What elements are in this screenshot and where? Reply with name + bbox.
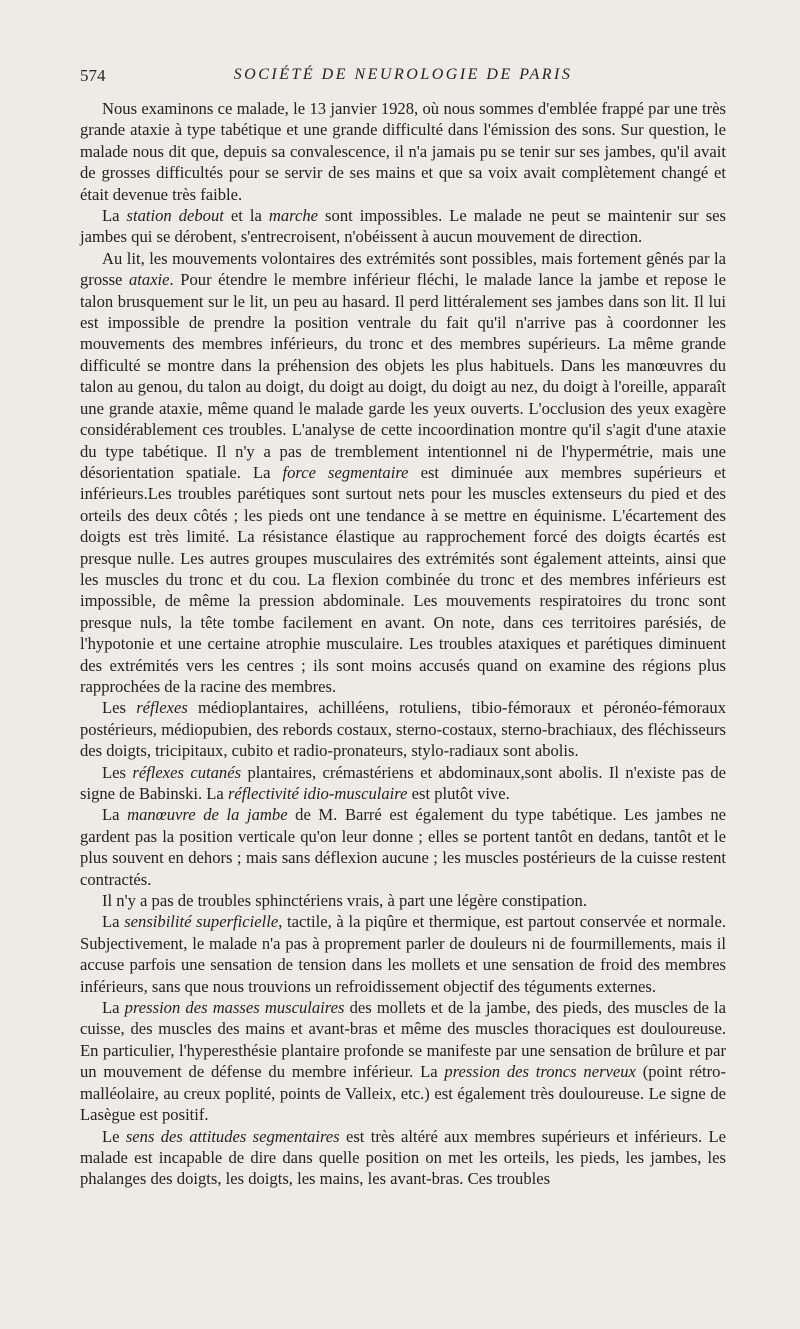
text-run: Nous examinons ce malade, le 13 janvier 1928, où nous sommes d'emblée frappé par une très grande ataxie à type tabétique et une grande difficulté dans l'émission des sons. Sur question, le malade nous dit que, depuis sa convalescence, il n'a jamais pu se tenir sur ses jambes, qu'il avait de grosses difficultés pour se servir de ses mains et que sa voix avait complètement changé et était devenue très faible. xyxy=(80,99,726,204)
emphasized-text: sens des attitudes segmentaires xyxy=(125,1126,340,1146)
page-number: 574 xyxy=(80,66,106,85)
paragraph xyxy=(80,697,726,761)
body-text xyxy=(80,98,726,1190)
emphasized-text: manœuvre de la jambe xyxy=(127,805,288,825)
emphasized-text: réflexes xyxy=(136,698,188,718)
paragraph xyxy=(80,205,726,248)
text-run: (point rétro-malléolaire, au creux poplité, points de Valleix, etc.) est également très douloureuse. Le signe de Lasègue est positif. xyxy=(80,1062,726,1125)
paragraph xyxy=(80,997,726,1125)
text-run: est diminuée aux membres supérieurs et inférieurs.Les troubles parétiques sont surtout nets pour les muscles extenseurs du pied et des orteils des deux côtés ; les pieds ont une tendance à se mettre en équinisme. L'écartement des doigts est très limité. La résistance élastique au rapprochement forcé des doigts écartés est presque nulle. Les autres groupes musculaires des extrémités sont également atteints, ainsi que les muscles du tronc et du cou. La flexion combinée du tronc et des membres inférieurs est impossible, de même la pression abdominale. Les mouvements respiratoires du tronc sont presque nuls, la tête tombe facilement en avant. On note, dans ces territoires parésiés, de l'hypotonie et une certaine atrophie musculaire. Les troubles ataxiques et parétiques diminuent des extrémités vers les centres ; ils sont moins accusés quand on examine des régions plus rapprochées de la racine des membres. xyxy=(80,462,726,696)
text-run: Il n'y a pas de troubles sphinctériens vrais, à part une légère constipation. xyxy=(102,891,587,911)
emphasized-text: marche xyxy=(268,206,319,226)
paragraph xyxy=(80,762,726,805)
paragraph xyxy=(80,98,726,205)
text-run: est très altéré aux membres supérieurs et inférieurs. Le malade est incapable de dire dans quelle position on met les orteils, les pieds, les jambes, les phalanges des doigts, les doigts, les mains, les avant-bras. Ces troubles xyxy=(80,1126,726,1189)
text-run: . Pour étendre le membre inférieur fléchi, le malade lance la jambe et repose le talon brusquement sur le lit, un peu au hasard. Il perd littéralement ses jambes dans son lit. Il lui est impossible de prendre la position ventrale du fait qu'il n'arrive pas à coordonner les mouvements des membres inférieurs, du tronc et des membres supérieurs. La même grande difficulté se montre dans la préhension des objets les plus habituels. Dans les manœuvres du talon au genou, du talon au doigt, du doigt au doigt, du doigt au nez, du doigt à l'oreille, apparaît une grande ataxie, même quand le malade garde les yeux ouverts. L'occlusion des yeux exagère considérablement ces troubles. L'analyse de cette incoordination montre qu'il s'agit d'une ataxie du type tabétique. Il n'y a pas de tremblement intentionnel ni de l'hypermétrie, mais une désorientation spatiale. La xyxy=(80,270,726,482)
text-run: Au lit, les mouvements volontaires des extrémités sont possibles, mais fortement gênés par la grosse xyxy=(80,248,726,290)
text-run: de M. Barré est également du type tabétique. Les jambes ne gardent pas la position verticale qu'on leur donne ; elles se portent tantôt en dedans, tantôt et le plus souvent en dehors ; mais sans déflexion aucune ; les muscles postérieurs de la cuisse restent contractés. xyxy=(80,805,726,889)
text-run: , tactile, à la piqûre et thermique, est partout conservée et normale. Subjectivement, le malade n'a pas à proprement parler de douleurs ni de fourmillements, mais il accuse parfois une sensation de tension dans les mollets et une sensation de froid des membres inférieurs, sans que nous trouvions un refroidissement objectif des téguments externes. xyxy=(80,912,726,996)
emphasized-text: station debout xyxy=(126,206,224,226)
text-run: Les xyxy=(102,698,137,718)
emphasized-text: ataxie xyxy=(128,270,170,290)
emphasized-text: réflexes cutanés xyxy=(132,762,242,782)
paragraph xyxy=(80,890,726,911)
text-run: Les xyxy=(102,762,133,782)
emphasized-text: sensibilité superficielle xyxy=(124,912,279,932)
page-header xyxy=(80,66,726,86)
paragraph xyxy=(80,911,726,997)
emphasized-text: pression des masses musculaires xyxy=(124,998,345,1018)
text-run: Le xyxy=(102,1126,126,1146)
text-run: La xyxy=(102,206,127,226)
paragraph xyxy=(80,1126,726,1190)
running-title: SOCIÉTÉ DE NEUROLOGIE DE PARIS xyxy=(233,66,573,83)
text-run: des mollets et de la jambe, des pieds, des muscles de la cuisse, des muscles des mains et avant-bras et même des muscles thoraciques est douloureuse. En particulier, l'hyperesthésie plantaire profonde se manifeste par une sensation de brûlure et par un mouvement de défense du membre inférieur. La xyxy=(80,998,727,1082)
text-run: La xyxy=(102,912,125,932)
emphasized-text: force segmentaire xyxy=(282,462,409,482)
text-run: La xyxy=(102,998,125,1018)
text-run: La xyxy=(102,805,128,825)
text-run: plantaires, crémastériens et abdominaux,sont abolis. Il n'existe pas de signe de Babinski. La xyxy=(80,762,726,803)
text-run: médioplantaires, achilléens, rotuliens, tibio-fémoraux et péronéo-fémoraux postérieurs, médiopubien, des rebords costaux, sterno-costaux, sterno-brachiaux, des fléchisseurs des doigts, tricipitaux, cubito et radio-pronateurs, stylo-radiaux sont abolis. xyxy=(80,698,726,761)
text-run: sont impossibles. Le malade ne peut se maintenir sur ses jambes qui se dérobent, s'entrecroisent, n'obéissent à aucun mouvement de direction. xyxy=(80,206,726,247)
paragraph xyxy=(80,248,726,698)
text-run: est plutôt vive. xyxy=(407,784,510,803)
emphasized-text: réflectivité idio-musculaire xyxy=(227,784,408,803)
emphasized-text: pression des troncs nerveux xyxy=(444,1062,636,1082)
paragraph xyxy=(80,804,726,890)
text-run: et la xyxy=(223,206,269,226)
